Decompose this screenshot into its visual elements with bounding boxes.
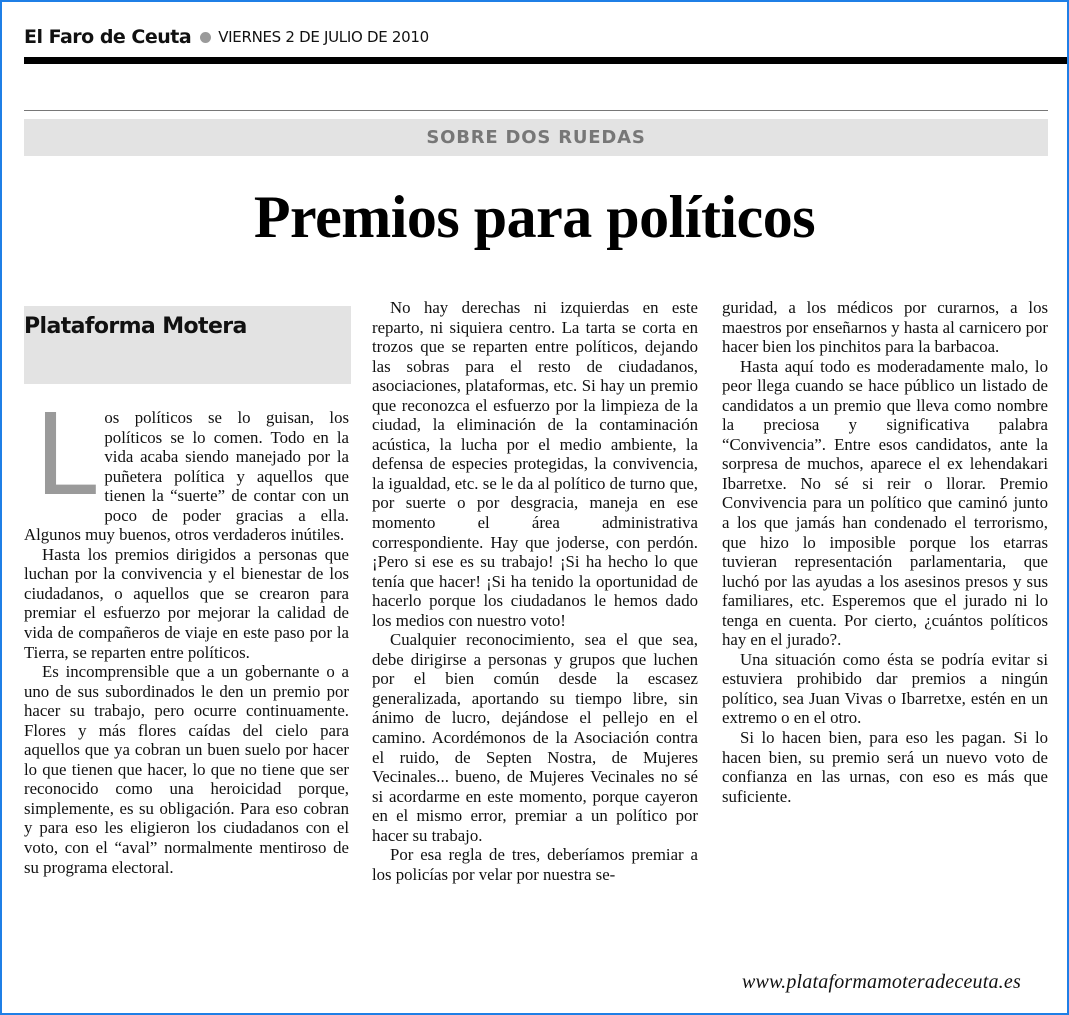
- paragraph: Si lo hacen bien, para eso les pagan. Si lo hacen bien, su premio será un nuevo voto de confianza en las urnas, con eso es más que suficiente.: [722, 728, 1048, 806]
- column-1: [24, 391, 349, 877]
- headline: Premios para políticos: [253, 184, 816, 250]
- paragraph: Cualquier reconocimiento, sea el que sea, debe dirigirse a personas y grupos que luchen por el bien común desde la escasez generalizada, aportando su tiempo libre, sin ánimo de lucro, dejándose el pellejo en el camino. Acordémonos de la Asociación contra el ruido, de Septen Nostra, de Mujeres Vecinales... bueno, de Mujeres Vecinales no sé si acordarme en este momento, porque cayeron en el mismo error, premiar a un político por hacer su trabajo.: [372, 630, 698, 845]
- section-divider: [24, 110, 1048, 111]
- author-box: [24, 306, 351, 384]
- paragraph: guridad, a los médicos por curarnos, a los maestros por enseñarnos y hasta al carnicero por hacer bien los pinchitos para la barbacoa.: [722, 298, 1048, 357]
- author-name: Plataforma Motera: [24, 314, 247, 339]
- newspaper-name: El Faro de Ceuta: [24, 26, 192, 48]
- column-2: [372, 298, 698, 884]
- website-url: www.plataformamoteradeceuta.es: [742, 971, 1021, 993]
- drop-cap: L: [34, 391, 97, 521]
- paragraph: Hasta los premios dirigidos a personas que luchan por la convivencia y el bienestar de los ciudadanos, o aquellos que se crearon para premiar el esfuerzo por mejorar la calidad de vida de compañeros de viaje en este paso por la Tierra, se reparten entre políticos.: [24, 544, 349, 662]
- masthead: [24, 24, 429, 50]
- publication-date: VIERNES 2 DE JULIO DE 2010: [218, 28, 429, 46]
- column-3: [722, 298, 1048, 806]
- section-title: SOBRE DOS RUEDAS: [24, 119, 1048, 156]
- paragraph: Es incomprensible que a un gobernante o a uno de sus subordinados le den un premio por hacer su trabajo, pero ocurre continuamente. Flores y más flores caídas del cielo para aquellos que ya cobran un buen suelo por hacer lo que tienen que hacer, lo que no tiene que ser reconocido como una heroicidad porque, simplemente, es su obligación. Para eso cobran y para eso les eligieron los ciudadanos con el voto, con el “aval” normalmente mentiroso de su programa electoral.: [24, 662, 349, 877]
- paragraph: Una situación como ésta se podría evitar si estuviera prohibido dar premios a ningún político, sea Juan Vivas o Ibarretxe, estén en un extremo o en el otro.: [722, 649, 1048, 728]
- paragraph-text: os políticos se lo guisan, los políticos se lo comen. Todo en la vida acaba siendo manejado por la puñetera política y aquellos que tienen la “suerte” de contar con un poco de poder gracias a ella. Algunos muy buenos, otros verdaderos inútiles.: [24, 408, 349, 545]
- paragraph: Hasta aquí todo es moderadamente malo, lo peor llega cuando se hace público un listado de candidatos a un premio que lleva como nombre la preciosa y significativa palabra “Convivencia”. Entre esos candidatos, ante la sorpresa de muchos, aparece el ex lehendakari Ibarretxe. No sé si reir o llorar. Premio Convivencia para un político que caminó junto a los que jamás han condenado el terrorismo, que hizo lo imposible porque los etarras tuvieran representación parlamentaria, que luchó por las ayudas a los asesinos presos y sus familiares, etc. Esperemos que el jurado ni lo tenga en cuenta. Por cierto, ¿cuántos políticos hay en el jurado?.: [722, 356, 1048, 650]
- bullet-icon: [200, 32, 211, 43]
- paragraph: No hay derechas ni izquierdas en este reparto, ni siquiera centro. La tarta se corta en trozos que se reparten entre políticos, dejando las sobras para el resto de ciudadanos, asociaciones, plataformas, etc. Si hay un premio que reconozca el esfuerzo por la limpieza de la ciudad, la eliminación de la contaminación acústica, la lucha por el medio ambiente, la defensa de especies protegidas, la convivencia, la igualdad, etc. se le da al político de turno que, por suerte o por desgracia, maneja en ese momento el área administrativa correspondiente. Hay que joderse, con perdón. ¡Pero si ese es su trabajo! ¡Si ha hecho lo que tenía que hacer! ¡Si ha tenido la oportunidad de hacerlo porque los ciudadanos le hemos dado los medios con nuestro voto!: [372, 298, 698, 630]
- paragraph: [24, 391, 349, 545]
- masthead-rule: [24, 57, 1067, 64]
- paragraph: Por esa regla de tres, deberíamos premiar a los policías por velar por nuestra se-: [372, 845, 698, 884]
